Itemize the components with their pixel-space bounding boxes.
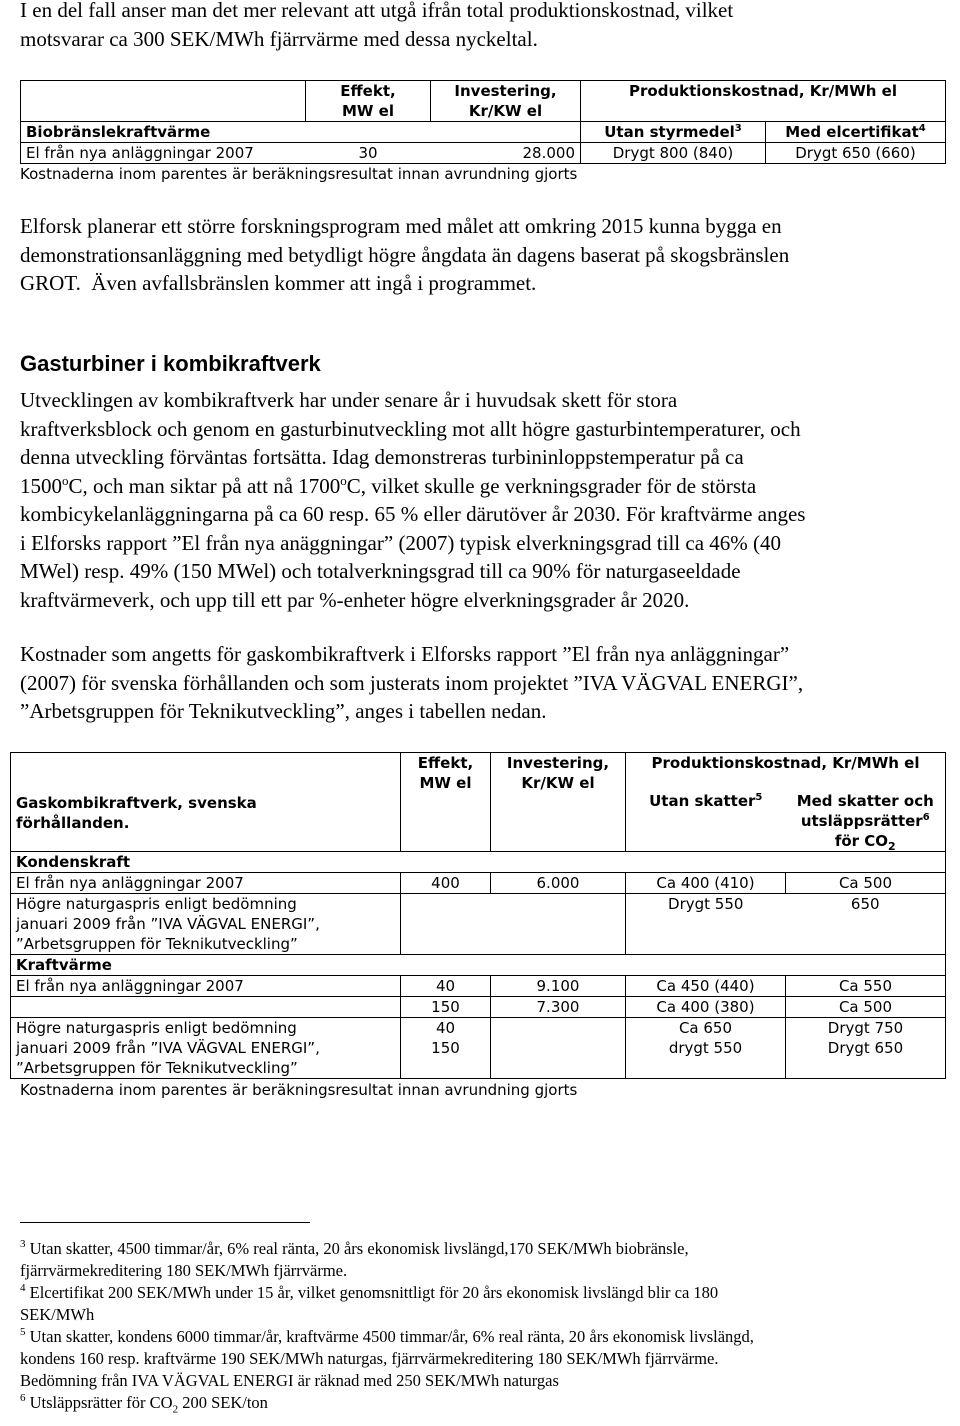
paragraph-kombikraftverk (20, 386, 805, 614)
table1-note: Kostnaderna inom parentes är beräkningsresultat innan avrundning gjorts (20, 165, 578, 183)
para2-line-7: MWel) resp. 49% (150 MWel) och totalverkningsgrad till ca 90% för naturgaseeldade (20, 559, 741, 583)
para2-line-1: Utvecklingen av kombikraftverk har under senare år i huvudsak skett för stora (20, 388, 678, 412)
footnote-4-line-2: SEK/MWh (20, 1305, 95, 1324)
table2-r5-investering (491, 1018, 626, 1079)
table2-r2-investering (491, 894, 626, 955)
cost-table-biofuel (20, 80, 946, 164)
table2-r1-med: Ca 500 (786, 873, 946, 894)
footnote-5-line-3: Bedömning från IVA VÄGVAL ENERGI är räknad med 250 SEK/MWh naturgas (20, 1371, 559, 1390)
table2-note: Kostnaderna inom parentes är beräkningsresultat innan avrundning gjorts (20, 1081, 578, 1099)
footnote-3-line-2: fjärrvärmekreditering 180 SEK/MWh fjärrvärme. (20, 1261, 348, 1280)
table2-r4-effekt: 150 (401, 997, 491, 1018)
table2-r2-utan: Drygt 550 (626, 894, 786, 955)
table2-r3-label: El från nya anläggningar 2007 (11, 976, 401, 997)
table2-r1-utan: Ca 400 (410) (626, 873, 786, 894)
footnotes (20, 1238, 945, 1414)
para1-line-2: demonstrationsanläggning med betydligt högre ångdata än dagens baserat på skogsbränslen (20, 242, 790, 267)
table2-header-utan-skatter: Utan skatter$^5$ (626, 791, 786, 852)
table2-r1-effekt: 400 (401, 873, 491, 894)
para3-line-1: Kostnader som angetts för gaskombikraftverk i Elforsks rapport ”El från nya anläggningar” (20, 642, 790, 666)
section-heading: Gasturbiner i kombikraftverk (20, 351, 321, 376)
para3-line-3: ”Arbetsgruppen för Teknikutveckling”, anges i tabellen nedan. (20, 699, 547, 723)
table2-section-kraftvarme: Kraftvärme (11, 955, 946, 976)
table2-r2-label: Högre naturgaspris enligt bedömning januari 2009 från ”IVA VÄGVAL ENERGI”, ”Arbetsgruppen för Teknikutveckling” (11, 894, 401, 955)
table2-r1-label: El från nya anläggningar 2007 (11, 873, 401, 894)
table1-row-effekt: 30 (306, 143, 431, 164)
intro-line-2: motsvarar ca 300 SEK/MWh fjärrvärme med dessa nyckeltal. (20, 26, 538, 51)
table1-header-med-elcertifikat: Med elcertifikat$^4$ (766, 122, 946, 143)
para2-line-6: i Elforsks rapport ”El från nya anäggningar” (2007) typisk elverkningsgrad till ca 46% (40 (20, 530, 782, 555)
table1-row-investering: 28.000 (431, 143, 581, 164)
table-row (11, 1018, 946, 1079)
table1-header-produktionskostnad: Produktionskostnad, Kr/MWh el (581, 81, 946, 122)
table2-r5-utan: Ca 650 drygt 550 (626, 1018, 786, 1079)
table2-header-label: Gaskombikraftverk, svenska förhållanden. (11, 753, 401, 852)
table2-r5-effekt: 40 150 (401, 1018, 491, 1079)
table-row (11, 997, 946, 1018)
table2-header-produktionskostnad: Produktionskostnad, Kr/MWh el (626, 753, 946, 792)
footnote-divider (20, 1222, 310, 1223)
table1-row-med: Drygt 650 (660) (766, 143, 946, 164)
table-row (11, 976, 946, 997)
table2-r4-investering: 7.300 (491, 997, 626, 1018)
para2-line-8: kraftvärmeverk, och upp till ett par %-enheter högre elverkningsgrader år 2020. (20, 587, 690, 612)
table-row (11, 873, 946, 894)
table2-r4-label (11, 997, 401, 1018)
table2-section-kondenskraft: Kondenskraft (11, 852, 946, 873)
para2-line-4: 1500$^o$C, och man siktar på att nå 1700$^o$C, vilket skulle ge verkningsgrader för de största (20, 472, 757, 498)
footnote-5-line-2: kondens 160 resp. kraftvärme 190 SEK/MWh naturgas, fjärrvärmekreditering 180 SEK/MWh fjärrvärme. (20, 1349, 719, 1368)
table2-r1-investering: 6.000 (491, 873, 626, 894)
footnote-5-line-1: $^5$ Utan skatter, kondens 6000 timmar/år, kraftvärme 4500 timmar/år, 6% real ränta, 20 års ekonomisk livslängd, (20, 1326, 754, 1346)
table2-r3-effekt: 40 (401, 976, 491, 997)
table1-header-investering: Investering, Kr/KW el (431, 81, 581, 122)
table2-r5-med: Drygt 750 Drygt 650 (786, 1018, 946, 1079)
paragraph-kostnader (20, 640, 803, 726)
para2-line-2: kraftverksblock och genom en gasturbinutveckling mot allt högre gasturbintemperaturer, och (20, 416, 801, 441)
table2-header-effekt: Effekt, MW el (401, 753, 491, 852)
para2-line-5: kombicykelanläggningarna på ca 60 resp. 65 % eller därutöver år 2030. För kraftvärme anges (20, 502, 806, 526)
intro-line-1: I en del fall anser man det mer relevant att utgå ifrån total produktionskostnad, vilket (20, 0, 734, 22)
table2-r4-med: Ca 500 (786, 997, 946, 1018)
table2-header-med-skatter: Med skatter och utsläppsrätter$^6$ för $CO_2$ (786, 791, 946, 852)
table2-header-investering: Investering, Kr/KW el (491, 753, 626, 852)
table-row (11, 894, 946, 955)
paragraph-elforsk (20, 212, 789, 298)
table2-r3-investering: 9.100 (491, 976, 626, 997)
footnote-6: $^6$ Utsläppsrätter för $CO_2$ 200 SEK/ton (20, 1392, 268, 1416)
table2-r2-effekt (401, 894, 491, 955)
table2-r4-utan: Ca 400 (380) (626, 997, 786, 1018)
para2-line-3: denna utveckling förväntas fortsätta. Idag demonstreras turbininloppstemperatur på ca (20, 445, 744, 469)
table1-header-blank (21, 81, 306, 122)
table2-r3-med: Ca 550 (786, 976, 946, 997)
table1-row-label: El från nya anläggningar 2007 (21, 143, 306, 164)
table2-r5-label: Högre naturgaspris enligt bedömning januari 2009 från ”IVA VÄGVAL ENERGI”, ”Arbetsgruppen för Teknikutveckling” (11, 1018, 401, 1079)
intro-paragraph (20, 0, 733, 53)
para3-line-2: (2007) för svenska förhållanden och som justerats inom projektet ”IVA VÄGVAL ENERGI”, (20, 670, 804, 695)
table-row (21, 143, 946, 164)
table1-header-effekt: Effekt, MW el (306, 81, 431, 122)
table2-r2-med: 650 (786, 894, 946, 955)
table1-row-utan: Drygt 800 (840) (581, 143, 766, 164)
table1-header-utan-styrmedel: Utan styrmedel$^3$ (581, 122, 766, 143)
footnote-3-line-1: $^3$ Utan skatter, 4500 timmar/år, 6% real ränta, 20 års ekonomisk livslängd,170 SEK/MWh biobränsle, (20, 1238, 689, 1258)
cost-table-gaskombi (10, 752, 946, 1079)
footnote-4-line-1: $^4$ Elcertifikat 200 SEK/MWh under 15 år, vilket genomsnittligt för 20 års ekonomisk livslängd blir ca 180 (20, 1282, 719, 1302)
table2-r3-utan: Ca 450 (440) (626, 976, 786, 997)
para1-line-3: GROT. Även avfallsbränslen kommer att ingå i programmet. (20, 271, 537, 295)
para1-line-1: Elforsk planerar ett större forskningsprogram med målet att omkring 2015 kunna bygga en (20, 214, 782, 238)
table1-section-label: Biobränslekraftvärme (21, 122, 581, 143)
